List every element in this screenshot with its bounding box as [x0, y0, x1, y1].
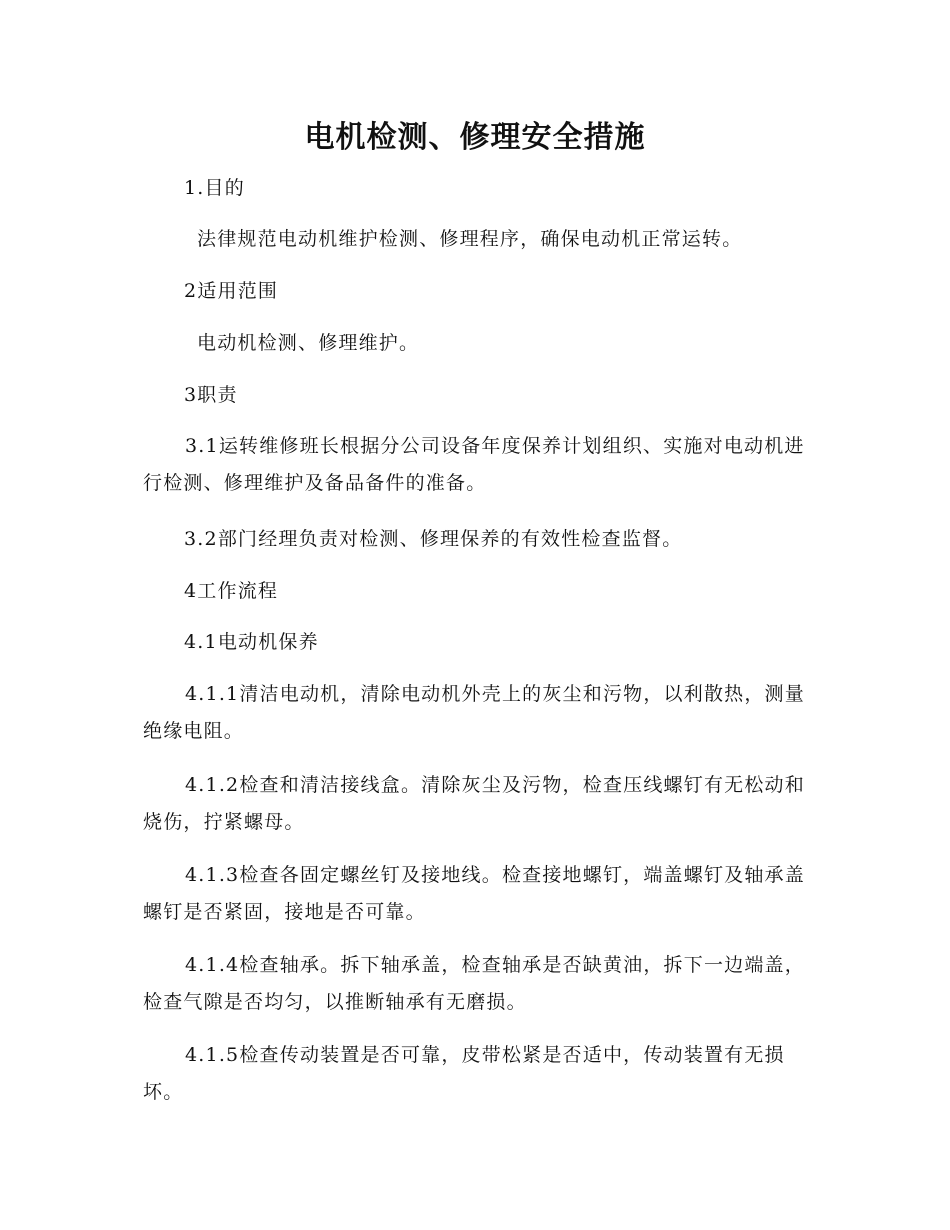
- section-body-purpose: 法律规范电动机维护检测、修理程序，确保电动机正常运转。: [197, 228, 743, 250]
- paragraph-4-1-1: 4.1.1清洁电动机，清除电动机外壳上的灰尘和污物，以利散热，测量绝缘电阻。: [143, 683, 805, 742]
- section-heading-workflow: 4工作流程: [184, 580, 279, 602]
- section-heading-scope: 2适用范围: [184, 280, 279, 302]
- section-heading-purpose: 1.目的: [184, 177, 245, 199]
- subsection-heading-4-1: 4.1电动机保养: [184, 631, 319, 653]
- paragraph-3-2: 3.2部门经理负责对检测、修理保养的有效性检查监督。: [184, 528, 683, 550]
- paragraph-4-1-2: 4.1.2检查和清洁接线盒。清除灰尘及污物，检查压线螺钉有无松动和烧伤，拧紧螺母。: [143, 774, 805, 833]
- paragraph-3-1: 3.1运转维修班长根据分公司设备年度保养计划组织、实施对电动机进行检测、修理维护及备品备件的准备。: [143, 435, 805, 494]
- paragraph-4-1-5: 4.1.5检查传动装置是否可靠，皮带松紧是否适中，传动装置有无损坏。: [143, 1044, 785, 1103]
- section-body-scope: 电动机检测、修理维护。: [197, 332, 420, 354]
- section-heading-responsibility: 3职责: [184, 384, 238, 406]
- paragraph-4-1-3: 4.1.3检查各固定螺丝钉及接地线。检查接地螺钉，端盖螺钉及轴承盖螺钉是否紧固，接地是否可靠。: [143, 864, 805, 923]
- paragraph-4-1-4: 4.1.4检查轴承。拆下轴承盖，检查轴承是否缺黄油，拆下一边端盖，检查气隙是否均匀，以推断轴承有无磨损。: [143, 954, 805, 1013]
- document-title: 电机检测、修理安全措施: [304, 120, 646, 155]
